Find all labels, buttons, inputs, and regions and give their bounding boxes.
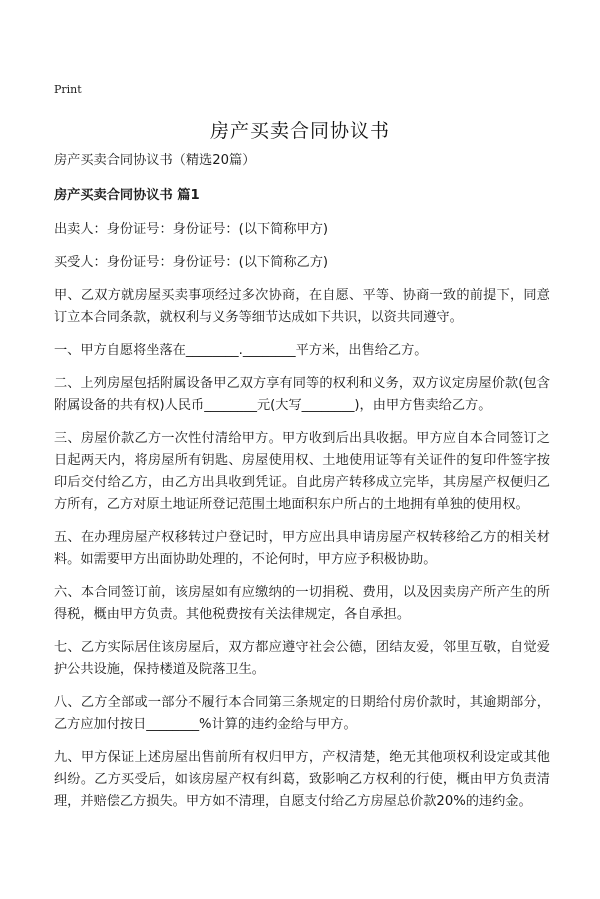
clause-2: 二、上列房屋包括附属设备甲乙双方享有同等的权利和义务，双方议定房屋价款(包含附属设备的共有权)人民币________元(大写________)，由甲方售卖给乙方。 <box>54 376 550 413</box>
print-label: Print <box>54 83 82 96</box>
document-title: 房产买卖合同协议书 <box>209 120 390 142</box>
clause-3: 三、房屋价款乙方一次性付清给甲方。甲方收到后出具收据。甲方应自本合同签订之日起两天内，将房屋所有钥匙、房屋使用权、土地使用证等有关证件的复印件签字按印后交付给乙方，由乙方出具收到凭证。自此房产转移成立完毕，其房屋产权便归乙方所有，乙方对原土地证所登记范围土地面积东户所占的土地拥有单独的使用权。 <box>54 431 550 512</box>
clause-8: 八、乙方全部或一部分不履行本合同第三条规定的日期给付房价款时，其逾期部分，乙方应加付按日________%计算的违约金给与甲方。 <box>54 695 550 732</box>
document-subtitle: 房产买卖合同协议书（精选20篇） <box>54 153 256 168</box>
section-heading: 房产买卖合同协议书 篇1 <box>54 188 200 203</box>
clause-5: 五、在办理房屋产权移转过户登记时，甲方应出具申请房屋产权转移给乙方的相关材料。如需要甲方出面协助处理的，不论何时，甲方应予积极协助。 <box>54 530 550 567</box>
preamble-paragraph: 甲、乙双方就房屋买卖事项经过多次协商，在自愿、平等、协商一致的前提下，同意订立本合同条款，就权利与义务等细节达成如下共识，以资共同遵守。 <box>54 288 550 325</box>
document-body <box>54 150 550 824</box>
seller-line: 出卖人：身份证号：身份证号：(以下简称甲方) <box>54 222 329 237</box>
buyer-line: 买受人：身份证号：身份证号：(以下简称乙方) <box>54 255 329 270</box>
clause-9: 九、甲方保证上述房屋出售前所有权归甲方，产权清楚，绝无其他项权利设定或其他纠纷。乙方买受后，如该房屋产权有纠葛，致影响乙方权利的行使，概由甲方负责清理，并赔偿乙方损失。甲方如不清理，自愿支付给乙方房屋总价款20%的违约金。 <box>54 750 550 809</box>
clause-6: 六、本合同签订前，该房屋如有应缴纳的一切捐税、费用，以及因卖房产所产生的所得税，概由甲方负责。其他税费按有关法律规定，各自承担。 <box>54 585 550 622</box>
clause-1: 一、甲方自愿将坐落在________.________平方米，出售给乙方。 <box>54 343 428 358</box>
clause-7: 七、乙方实际居住该房屋后，双方都应遵守社会公德，团结友爱，邻里互敬，自觉爱护公共设施，保持楼道及院落卫生。 <box>54 640 550 677</box>
